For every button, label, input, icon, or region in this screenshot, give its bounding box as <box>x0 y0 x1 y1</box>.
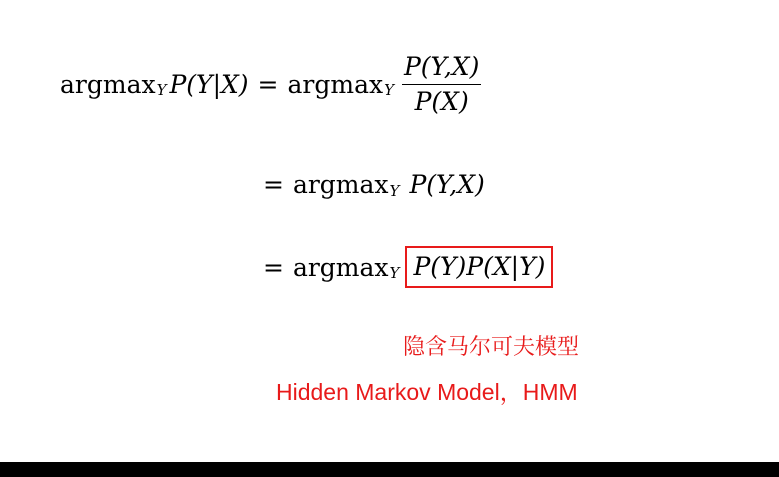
fraction <box>402 52 481 116</box>
argmax-subscript: Y <box>389 264 400 282</box>
fraction-denominator: P(X) <box>414 87 469 116</box>
argmax-subscript: Y <box>389 181 400 200</box>
argmax-operator: argmax <box>60 69 156 99</box>
joint-probability: P(Y,X) <box>409 170 485 199</box>
equation-line-3 <box>263 246 553 288</box>
fraction-numerator: P(Y,X) <box>402 52 481 85</box>
argmax-operator: argmax <box>292 252 389 282</box>
argmax-subscript: Y <box>384 81 394 99</box>
conditional-probability: P(Y|X) <box>169 69 249 99</box>
equals-sign: = <box>263 252 284 282</box>
argmax-operator: argmax <box>287 69 384 99</box>
highlighted-hmm-expression: P(Y)P(X|Y) <box>405 246 553 288</box>
annotation-chinese: 隐含马尔可夫模型 <box>403 335 580 360</box>
argmax-subscript: Y <box>156 81 167 99</box>
annotation-english: Hidden Markov Model，HMM <box>276 379 578 405</box>
equals-sign: = <box>257 69 279 99</box>
equation-line-2 <box>263 170 485 199</box>
equation-line-1 <box>60 52 481 116</box>
bottom-bar <box>0 462 779 477</box>
argmax-operator: argmax <box>292 170 389 199</box>
equals-sign: = <box>263 170 284 199</box>
